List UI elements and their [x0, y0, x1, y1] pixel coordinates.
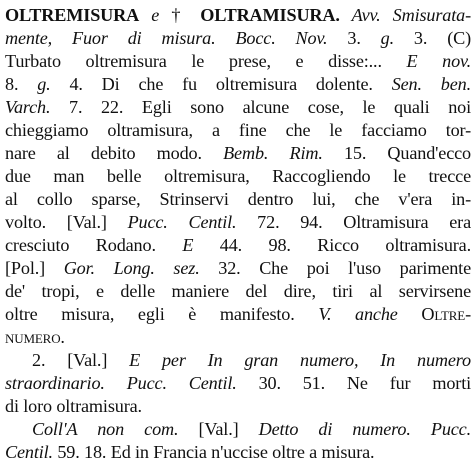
italic-segment: E per In gran numero, In numero	[129, 350, 471, 370]
italic-segment: Pucc. Centil.	[127, 212, 237, 232]
entry-line	[5, 96, 471, 119]
italic-segment: Gor. Long. sez.	[63, 258, 200, 278]
italic-segment: straordinario. Pucc. Centil.	[5, 373, 237, 393]
entry-line	[5, 395, 471, 418]
entry-line	[5, 4, 471, 27]
entry-line	[5, 441, 471, 464]
text-segment: 72. 94. Oltramisura era	[236, 212, 471, 232]
italic-segment: g.	[380, 28, 394, 48]
italic-segment: V. anche	[318, 304, 398, 324]
entry-line	[5, 326, 471, 349]
italic-segment: E nov.	[406, 51, 471, 71]
text-segment: 2. [Val.]	[32, 350, 130, 370]
text-segment: 4. Di che fu oltremisura dolente.	[50, 74, 392, 94]
text-segment: di loro oltramisura.	[5, 396, 142, 416]
italic-segment: Avv. Smisurata-	[339, 5, 471, 25]
entry-line	[5, 211, 471, 234]
entry-line	[5, 372, 471, 395]
text-segment: al collo sparse, Strinservi dentro lui, che v'era in-	[5, 189, 471, 209]
entry-line	[5, 418, 471, 441]
entry-line	[5, 234, 471, 257]
entry-line	[5, 142, 471, 165]
headword: OLTRAMISURA.	[200, 5, 340, 25]
text-segment	[398, 304, 422, 324]
text-segment: due man belle oltremisura, Raccogliendo le trecce	[5, 166, 471, 186]
entry-line	[5, 27, 471, 50]
text-segment: [Pol.]	[5, 258, 64, 278]
cross-reference: numero.	[5, 327, 65, 347]
entry-line	[5, 303, 471, 326]
text-segment: [Val.]	[178, 419, 259, 439]
text-segment: nare al debito modo.	[5, 143, 224, 163]
italic-segment: Centil.	[5, 442, 53, 462]
entry-line	[5, 119, 471, 142]
italic-segment: E	[182, 235, 194, 255]
text-segment: 30. 51. Ne fur morti	[236, 373, 472, 393]
entry-line	[5, 165, 471, 188]
entry-line	[5, 188, 471, 211]
entry-line	[5, 257, 471, 280]
italic-segment: mente, Fuor di misura. Bocc. Nov.	[5, 28, 328, 48]
text-segment: cresciuto Rodano.	[5, 235, 183, 255]
text-segment	[139, 5, 151, 25]
entry-line	[5, 349, 471, 372]
text-segment: Turbato oltremisura le prese, e disse:...	[5, 51, 407, 71]
italic-segment: Sen. ben.	[391, 74, 471, 94]
headword: OLTREMISURA	[5, 5, 140, 25]
text-segment: †	[159, 5, 201, 25]
text-segment: 59. 18. Ed in Francia n'uccise oltre a misura.	[52, 442, 375, 462]
dictionary-entry	[5, 4, 471, 464]
italic-segment: e	[151, 5, 160, 25]
text-segment: 3. (C)	[394, 28, 472, 48]
text-segment: 44. 98. Ricco oltramisura.	[193, 235, 472, 255]
entry-line	[5, 73, 471, 96]
text-segment: 3.	[327, 28, 381, 48]
text-segment: volto. [Val.]	[5, 212, 128, 232]
cross-reference: Oltre-	[421, 304, 471, 324]
italic-segment: Varch.	[5, 97, 51, 117]
text-segment: 32. Che poi l'uso parimente	[199, 258, 472, 278]
italic-segment: Bemb. Rim.	[223, 143, 323, 163]
entry-line	[5, 280, 471, 303]
text-segment: chieggiamo oltramisura, a fine che le facciamo tor-	[5, 120, 471, 140]
text-segment: oltre misura, egli è manifesto.	[5, 304, 319, 324]
text-segment: 15. Quand'ecco	[322, 143, 471, 163]
italic-segment: Detto di numero. Pucc.	[258, 419, 472, 439]
entry-line	[5, 50, 471, 73]
text-segment: de' tropi, e delle maniere del dire, tiri al servirsene	[5, 281, 471, 301]
text-segment: 8.	[5, 74, 38, 94]
text-segment: 7. 22. Egli sono alcune cose, le quali noi	[50, 97, 471, 117]
italic-segment: g.	[37, 74, 51, 94]
italic-segment: Coll'A non com.	[32, 419, 179, 439]
